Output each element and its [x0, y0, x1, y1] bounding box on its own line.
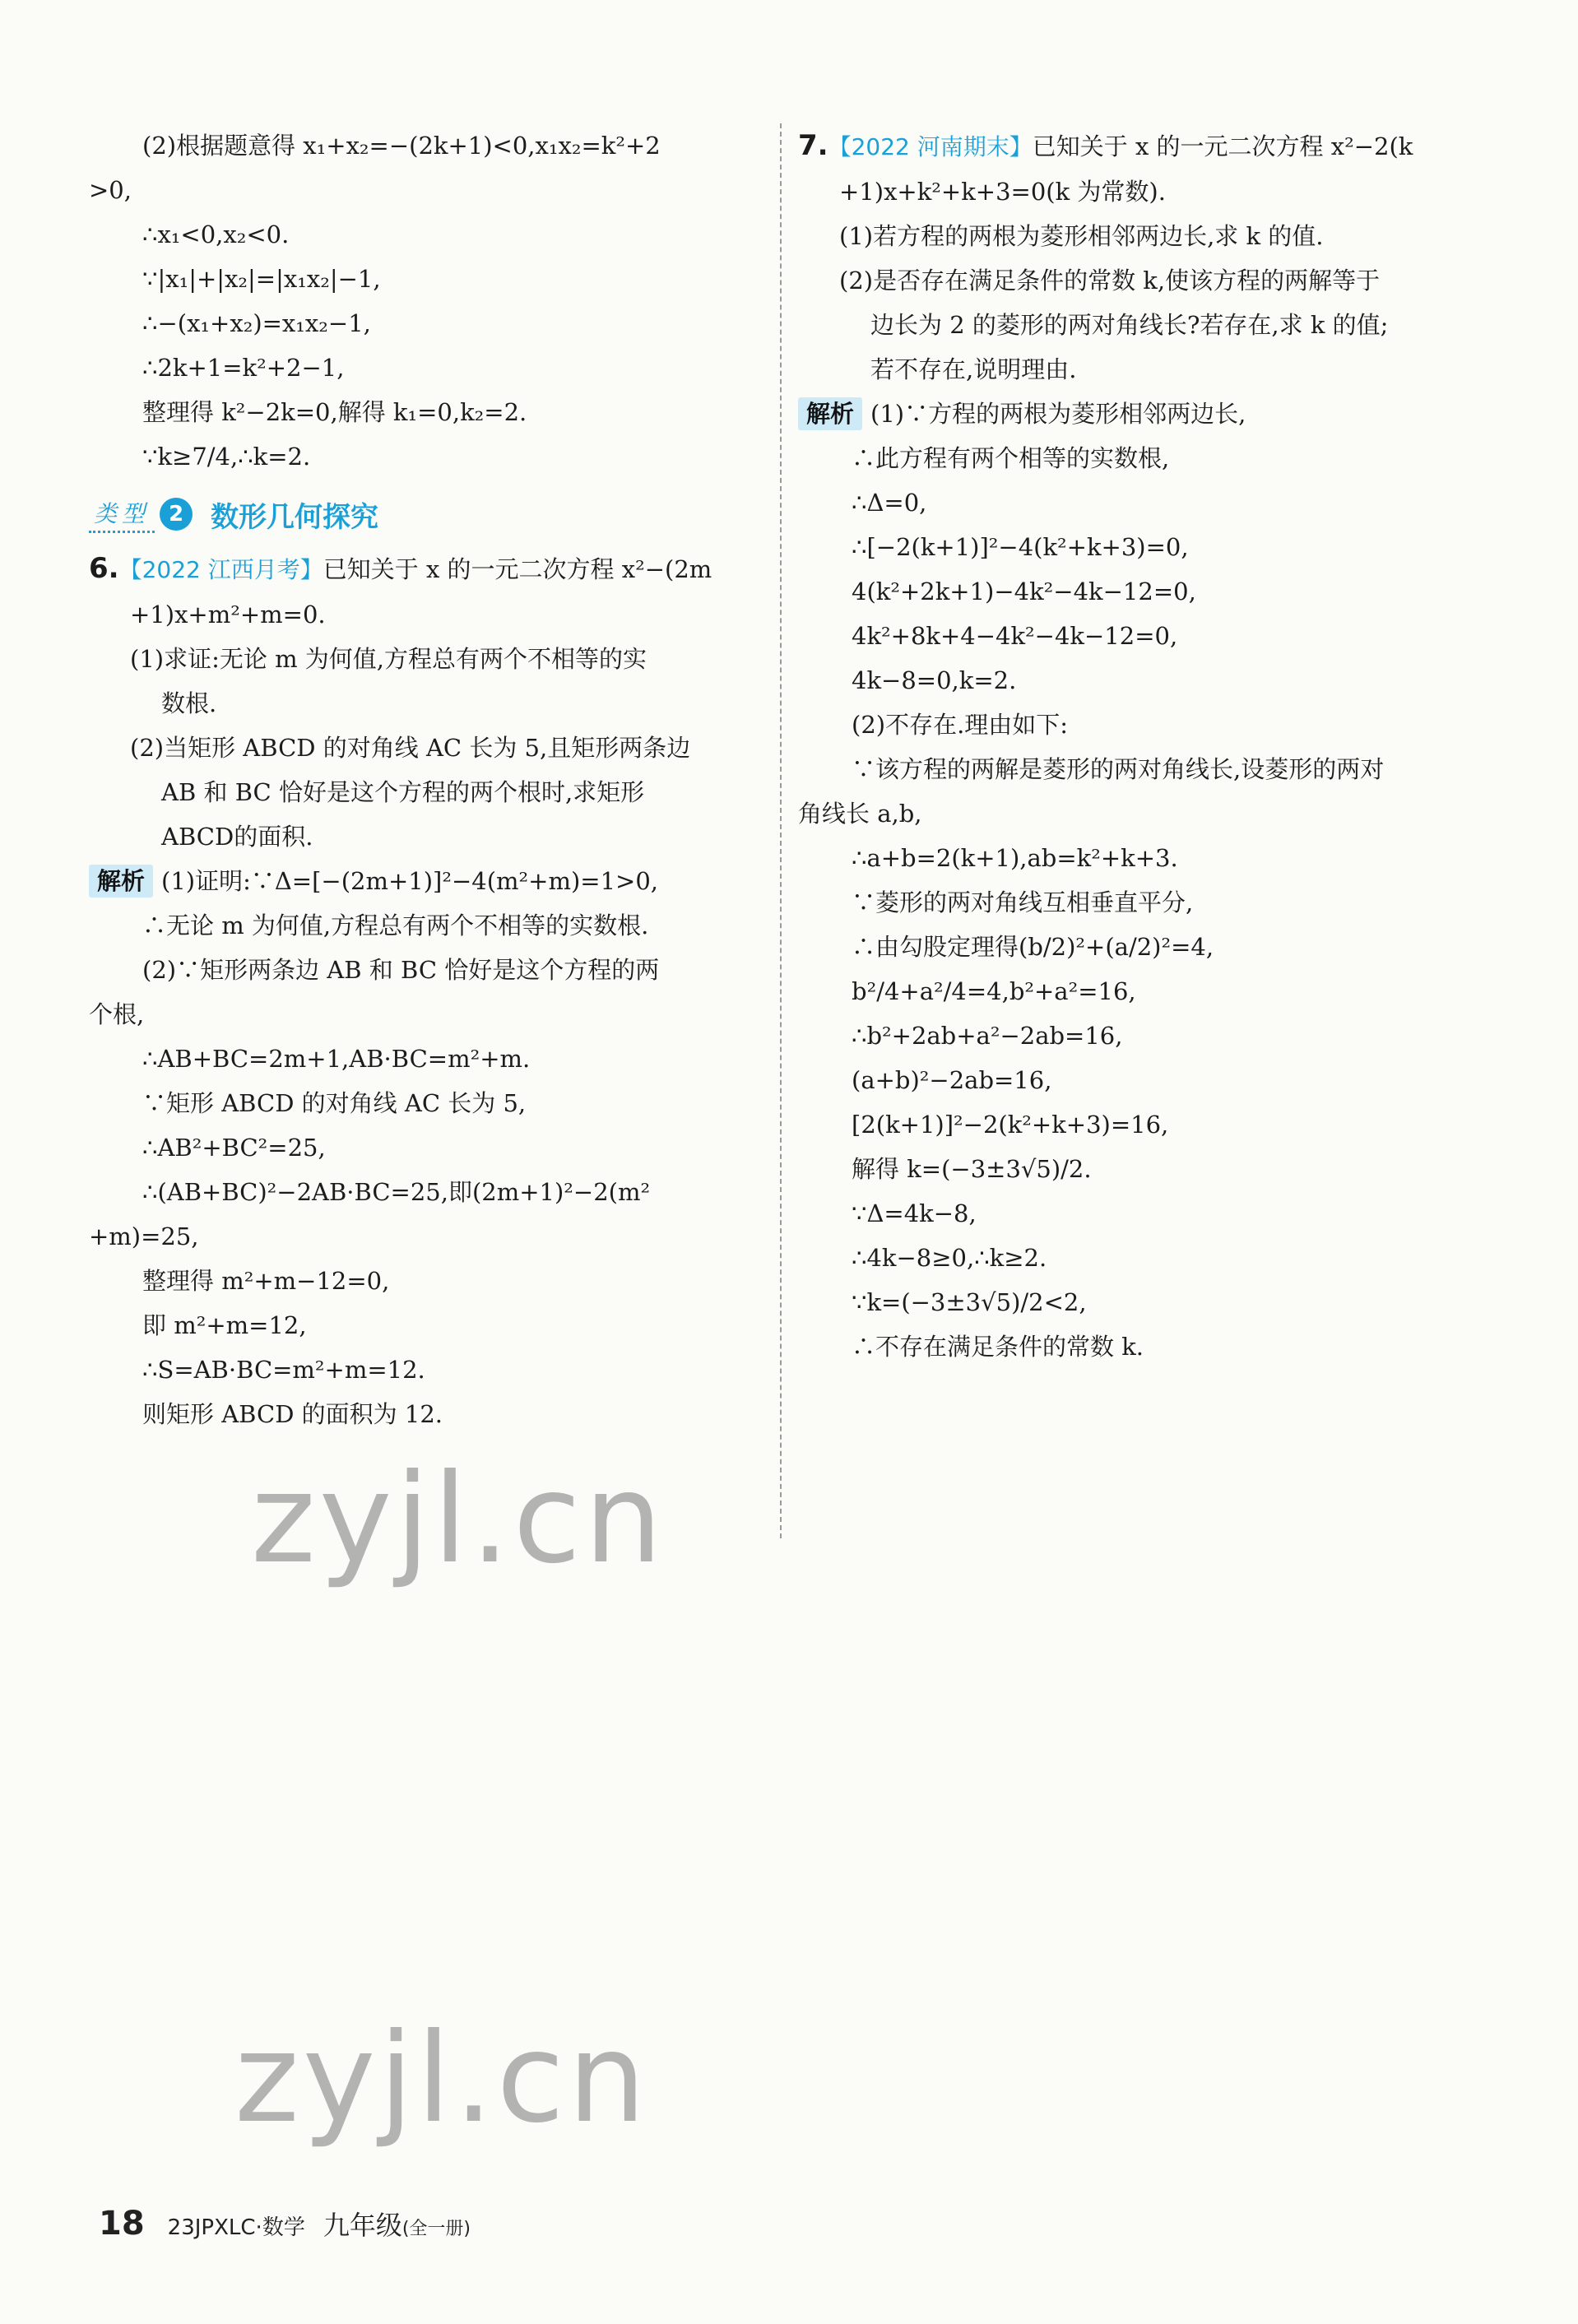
watermark: zyjl.cn — [234, 2007, 650, 2150]
column-divider — [780, 123, 782, 1538]
question-number: 6. — [89, 552, 119, 585]
left-column — [89, 123, 772, 1436]
page-footer — [99, 2205, 471, 2243]
text-line: ∴2k+1=k²+2−1, — [142, 354, 345, 382]
text-line: 解得 k=(−3±3√5)/2. — [852, 1155, 1092, 1183]
question-number: 7. — [798, 129, 828, 162]
text-line: ∵k≥7/4,∴k=2. — [142, 443, 311, 471]
question-6-stem — [89, 546, 772, 592]
text-line: (2)∵矩形两条边 AB 和 BC 恰好是这个方程的两 — [142, 956, 660, 984]
text-line: 数根. — [161, 689, 217, 717]
text-line: ∴S=AB·BC=m²+m=12. — [142, 1356, 425, 1384]
text-line: ∴b²+2ab+a²−2ab=16, — [852, 1022, 1123, 1050]
text-line: (2)不存在.理由如下: — [852, 711, 1069, 739]
text-line: ∴不存在满足条件的常数 k. — [852, 1333, 1144, 1361]
text-line: ∴−(x₁+x₂)=x₁x₂−1, — [142, 309, 371, 337]
text-line: ∴Δ=0, — [852, 489, 927, 517]
text-line: +1)x+m²+m=0. — [130, 601, 326, 629]
text-line: ∴由勾股定理得(b/2)²+(a/2)²=4, — [852, 933, 1214, 961]
text-line: 角线长 a,b, — [798, 800, 922, 828]
page-number: 18 — [99, 2205, 145, 2243]
section-header — [89, 490, 772, 538]
text-line: ∴a+b=2(k+1),ab=k²+k+3. — [852, 844, 1178, 872]
text-line: ∵k=(−3±3√5)/2<2, — [852, 1288, 1087, 1316]
text-line: (1)求证:无论 m 为何值,方程总有两个不相等的实 — [130, 645, 647, 673]
text-line: 即 m²+m=12, — [142, 1311, 307, 1339]
text-line: (1)证明:∵Δ=[−(2m+1)]²−4(m²+m)=1>0, — [161, 867, 659, 895]
text-line: (a+b)²−2ab=16, — [852, 1066, 1052, 1094]
text-line: ABCD的面积. — [161, 823, 313, 851]
text-line: 整理得 k²−2k=0,解得 k₁=0,k₂=2. — [142, 398, 527, 426]
question-text: 已知关于 x 的一元二次方程 x²−2(k — [1032, 132, 1413, 160]
question-text: 已知关于 x 的一元二次方程 x²−(2m — [323, 555, 712, 583]
text-line: +m)=25, — [89, 1222, 199, 1250]
text-line: (2)是否存在满足条件的常数 k,使该方程的两解等于 — [839, 267, 1381, 295]
text-line: (2)根据题意得 x₁+x₂=−(2k+1)<0,x₁x₂=k²+2 — [142, 132, 661, 160]
text-line: ∴[−2(k+1)]²−4(k²+k+3)=0, — [852, 533, 1189, 561]
text-line: ∵矩形 ABCD 的对角线 AC 长为 5, — [142, 1089, 527, 1117]
text-line: 4k²+8k+4−4k²−4k−12=0, — [852, 622, 1178, 650]
text-line: >0, — [89, 176, 132, 204]
volume-label: (全一册) — [401, 2219, 471, 2239]
text-line: [2(k+1)]²−2(k²+k+3)=16, — [852, 1111, 1169, 1139]
text-line: (2)当矩形 ABCD 的对角线 AC 长为 5,且矩形两条边 — [130, 734, 691, 762]
text-line: ∵菱形的两对角线互相垂直平分, — [852, 888, 1194, 916]
section-kind: 类型 — [89, 496, 155, 533]
text-line: ∴此方程有两个相等的实数根, — [852, 444, 1170, 472]
text-line: b²/4+a²/4=4,b²+a²=16, — [852, 977, 1136, 1005]
solution-first-line — [798, 392, 1474, 436]
section-title: 数形几何探究 — [211, 500, 379, 534]
text-line: 若不存在,说明理由. — [870, 355, 1077, 383]
text-line: ∴4k−8≥0,∴k≥2. — [852, 1244, 1047, 1272]
text-line: ∴AB²+BC²=25, — [142, 1134, 326, 1162]
solution-label: 解析 — [89, 865, 153, 898]
text-line: ∴x₁<0,x₂<0. — [142, 220, 290, 248]
text-line: 边长为 2 的菱形的两对角线长?若存在,求 k 的值; — [870, 311, 1389, 339]
text-line: +1)x+k²+k+3=0(k 为常数). — [839, 178, 1166, 206]
text-line: ∴AB+BC=2m+1,AB·BC=m²+m. — [142, 1045, 531, 1073]
question-7-stem — [798, 123, 1474, 169]
text-line: (1)∵方程的两根为菱形相邻两边长, — [870, 400, 1246, 428]
section-number-badge: 2 — [160, 498, 193, 531]
text-line: 4(k²+2k+1)−4k²−4k−12=0, — [852, 578, 1196, 605]
solution-label: 解析 — [798, 397, 862, 430]
source-tag: 【2022 江西月考】 — [118, 556, 323, 583]
text-line: 4k−8=0,k=2. — [852, 666, 1017, 694]
grade-label: 九年级 — [323, 2210, 402, 2241]
text-line: (1)若方程的两根为菱形相邻两边长,求 k 的值. — [839, 222, 1324, 250]
text-line: ∵Δ=4k−8, — [852, 1199, 977, 1227]
text-line: AB 和 BC 恰好是这个方程的两个根时,求矩形 — [161, 778, 645, 806]
text-line: ∵该方程的两解是菱形的两对角线长,设菱形的两对 — [852, 755, 1385, 783]
text-line: ∴无论 m 为何值,方程总有两个不相等的实数根. — [142, 912, 649, 939]
text-line: 个根, — [89, 1000, 145, 1028]
right-column — [798, 123, 1474, 1369]
text-line: ∵|x₁|+|x₂|=|x₁x₂|−1, — [142, 265, 381, 293]
book-code: 23JPXLC·数学 — [167, 2215, 305, 2240]
text-line: 整理得 m²+m−12=0, — [142, 1267, 390, 1295]
text-line: ∴(AB+BC)²−2AB·BC=25,即(2m+1)²−2(m² — [142, 1178, 651, 1206]
source-tag: 【2022 河南期末】 — [828, 133, 1033, 160]
solution-first-line — [89, 859, 772, 903]
text-line: 则矩形 ABCD 的面积为 12. — [142, 1400, 443, 1428]
watermark: zyjl.cn — [251, 1448, 666, 1591]
